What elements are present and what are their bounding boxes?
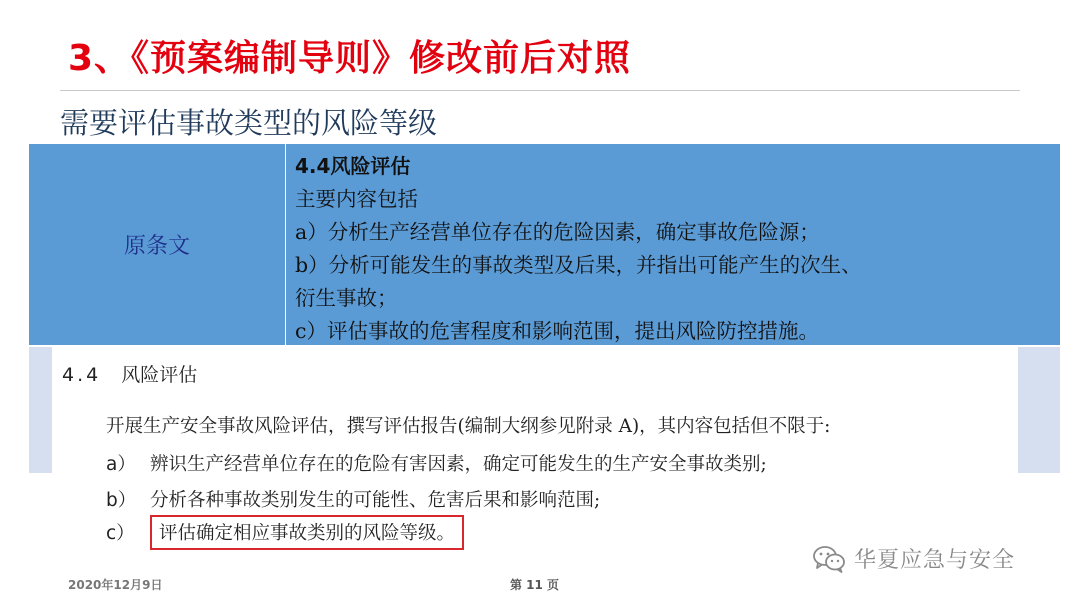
original-line: 主要内容包括: [295, 187, 418, 211]
original-label: 原条文: [123, 234, 190, 259]
item-text: 评估确定相应事故类别的风险等级。: [159, 523, 456, 544]
watermark-text: 华夏应急与安全: [854, 548, 1016, 573]
item-text: 分析各种事故类别发生的可能性、危害后果和影响范围;: [150, 490, 601, 511]
original-line: a）分析生产经营单位存在的危险因素，确定事故危险源；: [295, 220, 820, 244]
revised-item-a: [106, 450, 767, 476]
slide-title: 3、《预案编制导则》修改前后对照: [68, 38, 632, 79]
revised-item-c: [106, 515, 464, 550]
revised-section-number: 4.4: [62, 364, 102, 386]
revised-heading: [62, 360, 197, 387]
original-heading: 4.4风险评估: [295, 154, 411, 178]
original-line: 衍生事故；: [295, 286, 398, 310]
footer-date: 2020年12月9日: [68, 578, 163, 592]
original-line: b）分析可能发生的事故类型及后果，并指出可能产生的次生、: [295, 253, 862, 277]
watermark: [812, 543, 1015, 574]
item-text: 辨识生产经营单位存在的危险有害因素，确定可能发生的生产安全事故类别;: [150, 454, 767, 475]
original-label-cell: [29, 144, 286, 345]
title-divider: [60, 90, 1020, 91]
item-marker: c）: [106, 523, 135, 544]
revised-item-b: [106, 486, 600, 512]
footer-page-number: 第 11 页: [510, 578, 560, 592]
wechat-icon: [812, 544, 846, 574]
revised-intro: 开展生产安全事故风险评估，撰写评估报告(编制大纲参见附录 A)，其内容包括但不限于:: [106, 416, 831, 437]
highlight-box: [150, 515, 464, 550]
item-marker: b）: [106, 490, 137, 511]
slide-subtitle: 需要评估事故类型的风险等级: [60, 106, 438, 140]
item-marker: a）: [106, 454, 136, 475]
original-content-cell: [295, 150, 1055, 348]
revised-section-title: 风险评估: [121, 364, 198, 386]
original-clause-table: [29, 144, 1060, 345]
original-line: c）评估事故的危害程度和影响范围，提出风险防控措施。: [295, 319, 819, 343]
